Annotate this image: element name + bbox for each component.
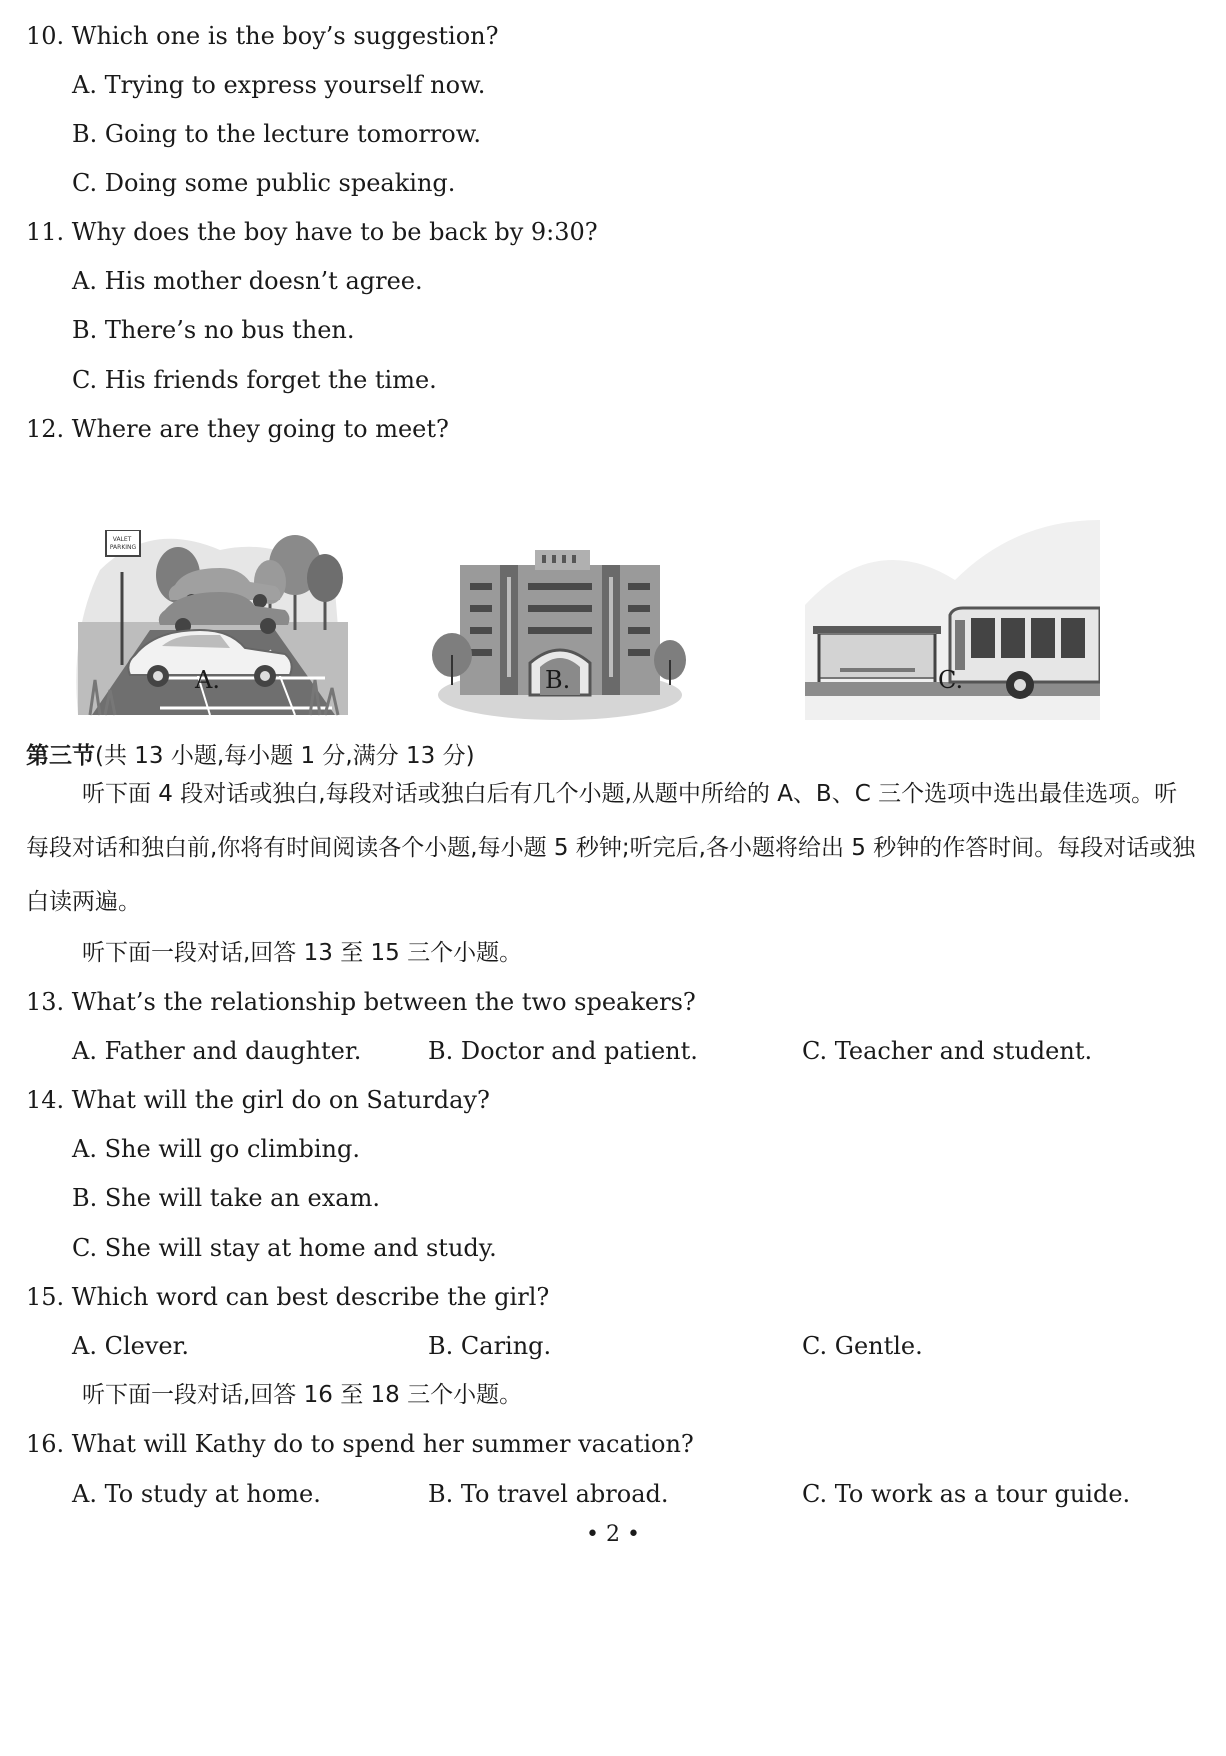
q11-option-c: C. His friends forget the time.	[72, 366, 437, 394]
q13-option-c: C. Teacher and student.	[802, 1037, 1093, 1065]
q16-option-a: A. To study at home.	[72, 1480, 321, 1508]
section3-instructions: 听下面 4 段对话或独白,每段对话或独白后有几个小题,从题中所给的 A、B、C 三个选项中选出最佳选项。听每段对话和独白前,你将有时间阅读各个小题,每小题 5 秒钟;听完后,各小题将给出 5 秒钟的作答时间。每段对话或独白读两遍。	[26, 781, 1196, 915]
q12-stem: 12. Where are they going to meet?	[26, 415, 449, 443]
q12-caption-c: C.	[938, 666, 964, 694]
q10-option-b: B. Going to the lecture tomorrow.	[72, 120, 482, 148]
q13-stem: 13. What’s the relationship between the two speakers?	[26, 988, 696, 1016]
q14-option-c: C. She will stay at home and study.	[72, 1234, 497, 1262]
dialog1-intro: 听下面一段对话,回答 13 至 15 三个小题。	[82, 940, 523, 966]
q11-option-a: A. His mother doesn’t agree.	[72, 267, 423, 295]
dialog2-intro: 听下面一段对话,回答 16 至 18 三个小题。	[82, 1382, 523, 1408]
q13-option-b: B. Doctor and patient.	[428, 1037, 698, 1065]
sign-text	[110, 536, 137, 551]
section3-title: 第三节	[26, 743, 95, 769]
q14-option-b: B. She will take an exam.	[72, 1184, 380, 1212]
sign-text-line2: PARKING	[109, 544, 137, 551]
q10-option-c: C. Doing some public speaking.	[72, 169, 456, 197]
q16-option-c: C. To work as a tour guide.	[802, 1480, 1131, 1508]
q16-option-b: B. To travel abroad.	[428, 1480, 669, 1508]
q10-option-a: A. Trying to express yourself now.	[72, 71, 486, 99]
q14-option-a: A. She will go climbing.	[72, 1135, 360, 1163]
q13-option-a: A. Father and daughter.	[72, 1037, 362, 1065]
q15-option-a: A. Clever.	[72, 1332, 190, 1360]
page-number: • 2 •	[586, 1522, 640, 1547]
q11-option-b: B. There’s no bus then.	[72, 316, 355, 344]
q12-caption-b: B.	[545, 666, 571, 694]
sign-text-line1: VALET	[112, 536, 132, 543]
section3-title-detail: (共 13 小题,每小题 1 分,满分 13 分)	[95, 743, 475, 769]
q16-stem: 16. What will Kathy do to spend her summer vacation?	[26, 1430, 694, 1458]
q15-option-c: C. Gentle.	[802, 1332, 923, 1360]
q15-stem: 15. Which word can best describe the girl?	[26, 1283, 550, 1311]
q12-caption-a: A.	[195, 666, 220, 694]
q10-stem: 10. Which one is the boy’s suggestion?	[26, 22, 499, 50]
q11-stem: 11. Why does the boy have to be back by 9:30?	[26, 218, 598, 246]
q14-stem: 14. What will the girl do on Saturday?	[26, 1086, 490, 1114]
q15-option-b: B. Caring.	[428, 1332, 552, 1360]
